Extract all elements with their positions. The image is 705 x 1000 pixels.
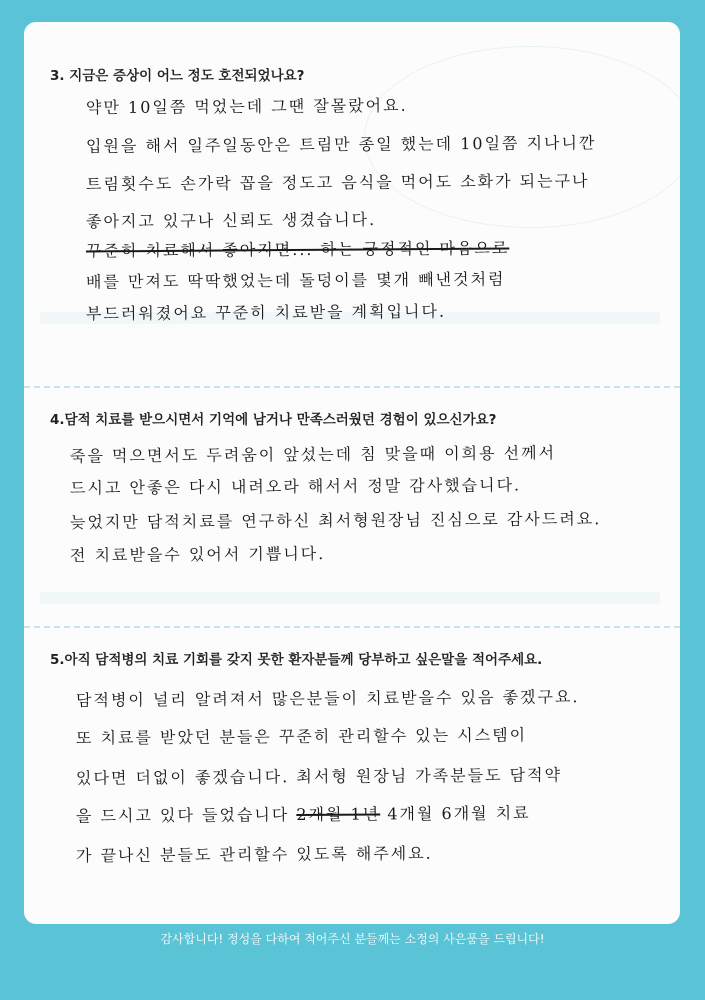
answer-line: 약만 10일쯤 먹었는데 그땐 잘몰랐어요. <box>85 95 408 118</box>
survey-card <box>24 22 680 924</box>
answer-line: 가 끝나신 분들도 관리할수 있도록 해주세요. <box>75 843 433 866</box>
answer-line: 입원을 해서 일주일동안은 트림만 종일 했는데 10일쯤 지나니깐 <box>85 133 597 156</box>
answer-line <box>76 800 531 826</box>
question-3-title: 3. 지금은 증상이 어느 정도 호전되었나요? <box>50 68 305 84</box>
answer-line: 있다면 더없이 좋겠습니다. 최서형 원장님 가족분들도 담적약 <box>75 765 563 788</box>
answer-line: 트림횟수도 손가락 꼽을 정도고 음식을 먹어도 소화가 되는구나 <box>85 171 590 194</box>
answer-line: 배를 만져도 딱딱했었는데 돌덩이를 몇개 빼낸것처럼 <box>85 269 506 292</box>
answer-line: 담적병이 널리 알려져서 많은분들이 치료받을수 있음 좋겠구요. <box>75 687 580 710</box>
footer-thanks: 감사합니다! 정성을 다하여 적어주신 분들께는 소정의 사은품을 드립니다! <box>160 932 545 946</box>
answer-line: 또 치료를 받았던 분들은 꾸준히 관리할수 있는 시스템이 <box>75 725 528 748</box>
question-5-title: 5.아직 담적병의 치료 기회를 갖지 못한 환자분들께 당부하고 싶은말을 적어주세요. <box>50 652 543 668</box>
show-through-line <box>40 592 660 604</box>
struck-answer-line: 꾸준히 치료해서 좋아지면... 하는 긍정적인 마음으로 <box>85 238 510 261</box>
answer-line: 좋아지고 있구나 신뢰도 생겼습니다. <box>85 209 377 232</box>
answer-line: 드시고 안좋은 다시 내려오라 해서서 정말 감사했습니다. <box>69 475 522 498</box>
answer-line: 늦었지만 담적치료를 연구하신 최서형원장님 진심으로 감사드려요. <box>69 509 602 532</box>
answer-line: 전 치료받을수 있어서 기쁩니다. <box>69 544 326 565</box>
section-divider <box>24 386 680 388</box>
section-divider <box>24 626 680 628</box>
answer-line-text: 4개월 6개월 치료 <box>387 803 531 824</box>
struck-text: 2개월 1년 <box>296 804 381 825</box>
question-4-title: 4.담적 치료를 받으시면서 기억에 남거나 만족스러웠던 경험이 있으신가요? <box>50 412 497 428</box>
answer-line: 부드러워졌어요 꾸준히 치료받을 계획입니다. <box>85 301 447 324</box>
answer-line: 죽을 먹으면서도 두려움이 앞섰는데 침 맞을때 이희용 선께서 <box>69 443 557 466</box>
answer-line-text: 을 드시고 있다 들었습니다 <box>75 805 290 826</box>
